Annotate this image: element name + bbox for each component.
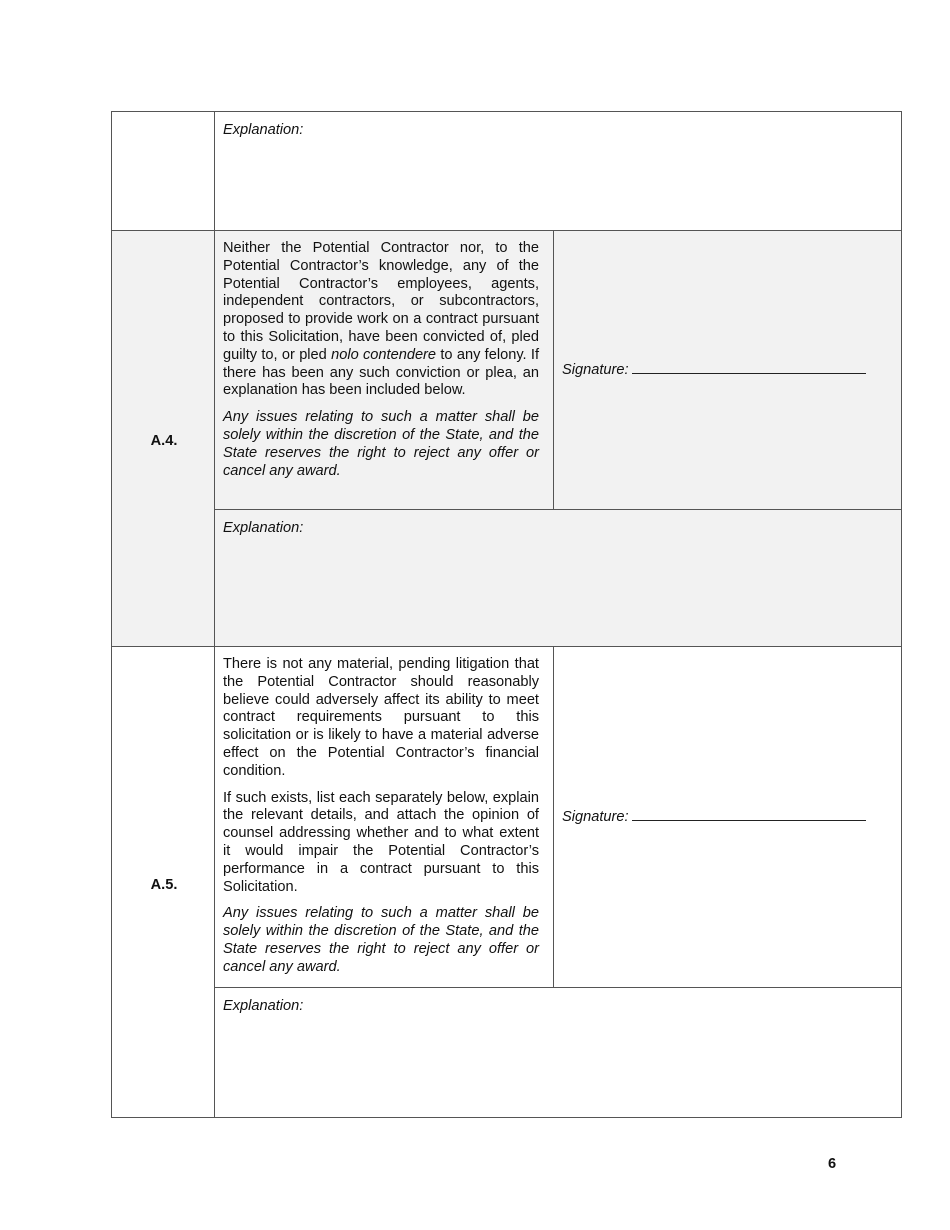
a4-disclaimer: Any issues relating to such a matter shall be solely within the discretion of the State, and the State reserves the right to reject any offer or cancel any award. xyxy=(223,409,539,479)
top-row-explanation-cell[interactable] xyxy=(214,111,902,231)
a5-explanation-cell[interactable] xyxy=(214,987,902,1118)
a5-signature-line[interactable] xyxy=(632,808,866,821)
form-table xyxy=(111,111,902,1118)
a4-statement-italic: nolo contendere xyxy=(331,346,437,363)
a5-statement-text xyxy=(223,656,539,986)
explanation-label: Explanation: xyxy=(223,122,304,138)
a4-number-cell xyxy=(111,230,215,647)
a4-statement-before: Neither the Potential Contractor nor, to the Potential Contractor’s knowledge, any of the Potential Contractor’s employees, agents, independent contractors, or subcontractors, proposed to provide work on a contract pursuant to this Solicitation, have been convicted of, pled guilty to, or pled xyxy=(223,240,539,363)
a4-explanation-label: Explanation: xyxy=(223,520,304,536)
page-number: 6 xyxy=(828,1156,837,1172)
a5-disclaimer: Any issues relating to such a matter shall be solely within the discretion of the State, and the State reserves the right to reject any offer or cancel any award. xyxy=(223,905,539,975)
a5-signature-label: Signature: xyxy=(562,809,629,825)
a4-signature-label: Signature: xyxy=(562,362,629,378)
a4-signature[interactable] xyxy=(562,361,866,378)
a5-number-cell xyxy=(111,646,215,1118)
a5-signature[interactable] xyxy=(562,808,866,825)
a5-explanation-label: Explanation: xyxy=(223,998,304,1014)
a4-statement-text xyxy=(223,240,539,489)
top-row-label-cell xyxy=(111,111,215,231)
a4-signature-line[interactable] xyxy=(632,361,866,374)
a4-explanation-cell[interactable] xyxy=(214,509,902,647)
a4-item-number: A.4. xyxy=(150,433,178,449)
a4-statement-after: to any felony. If there has been any such conviction or plea, an explanation has been included below. xyxy=(223,346,540,399)
a5-item-number: A.5. xyxy=(150,877,178,893)
a5-instructions: If such exists, list each separately below, explain the relevant details, and attach the opinion of counsel addressing whether and to what extent it would impair the Potential Contractor’s performance in a contract pursuant to this Solicitation. xyxy=(223,789,539,895)
a5-statement: There is not any material, pending litigation that the Potential Contractor should reasonably believe could adversely affect its ability to meet contract requirements pursuant to this solicitation or is likely to have a material adverse effect on the Potential Contractor’s financial condition. xyxy=(223,656,539,779)
